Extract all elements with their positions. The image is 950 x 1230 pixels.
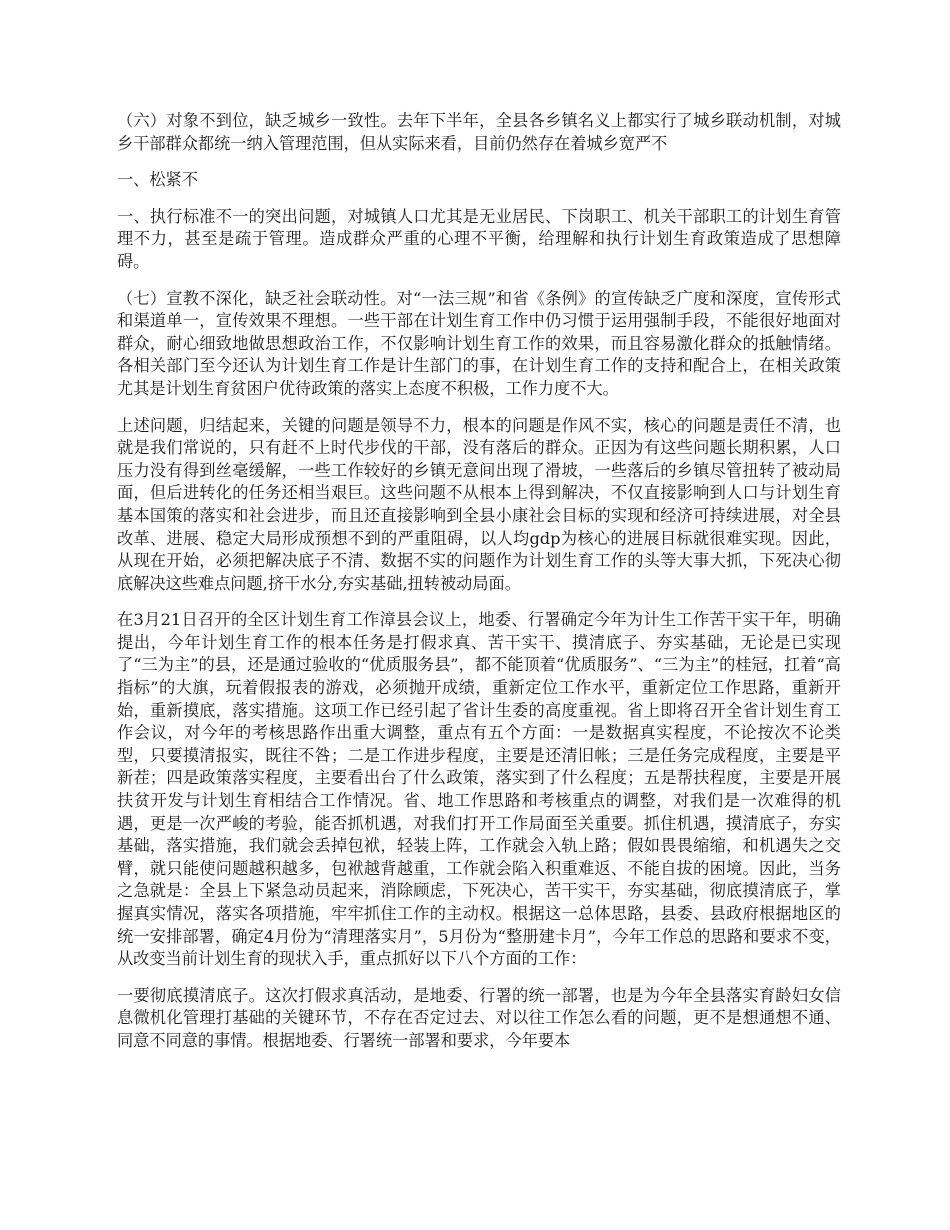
paragraph-section-seven: （七）宣教不深化，缺乏社会联动性。对“一法三规”和省《条例》的宣传缺乏广度和深度，宣传形式和渠道单一，宣传效果不理想。一些干部在计划生育工作中仍习惯于运用强制手段，不能很好地面对群众，耐心细致地做思想政治工作，不仅影响计划生育工作的效果，而且容易激化群众的抵触情绪。各相关部门至今还认为计划生育工作是计生部门的事，在计划生育工作的支持和配合上，在相关政策尤其是计划生育贫困户优待政策的落实上态度不积极，工作力度不大。 [117, 288, 841, 398]
paragraph-task-one: 一要彻底摸清底子。这次打假求真活动，是地委、行署的统一部署，也是为今年全县落实育龄妇女信息微机化管理打基础的关键环节，不存在否定过去、对以往工作怎么看的问题，更不是想通想不通、同意不同意的事情。根据地委、行署统一部署和要求，今年要本 [117, 985, 841, 1050]
paragraph-section-six: （六）对象不到位，缺乏城乡一致性。去年下半年，全县各乡镇名义上都实行了城乡联动机制，对城乡干部群众都统一纳入管理范围，但从实际来看，目前仍然存在着城乡宽严不 [117, 111, 841, 153]
paragraph-problem-summary: 上述问题，归结起来，关键的问题是领导不力，根本的问题是作风不实，核心的问题是责任不清，也就是我们常说的，只有赶不上时代步伐的干部，没有落后的群众。正因为有这些问题长期积累，人口压力没有得到丝毫缓解，一些工作较好的乡镇无意间出现了滑坡，一些落后的乡镇尽管扭转了被动局面，但后进转化的任务还相当艰巨。这些问题不从根本上得到解决，不仅直接影响到人口与计划生育基本国策的落实和社会进步，而且还直接影响到全县小康社会目标的实现和经济可持续进展，对全县改革、进展、稳定大局形成预想不到的严重阻碍，以人均gdp为核心的进展目标就很难实现。因此，从现在开始，必须把解决底子不清、数据不实的问题作为计划生育工作的头等大事大抓，下死决心彻底解决这些难点问题,挤干水分,夯实基础,扭转被动局面。 [117, 415, 841, 593]
paragraph-meeting: 在3月21日召开的全区计划生育工作漳县会议上，地委、行署确定今年为计生工作苦干实干年，明确提出，今年计划生育工作的根本任务是打假求真、苦干实干、摸清底子、夯实基础，无论是已实现了“三为主”的县，还是通过验收的“优质服务县”，都不能顶着“优质服务”、“三为主”的桂冠，扛着“高指标”的大旗，玩着假报表的游戏，必须抛开成绩，重新定位工作水平，重新定位工作思路，重新开始，重新摸底，落实措施。这项工作已经引起了省计生委的高度重视。省上即将召开全省计划生育工作会议，对今年的考核思路作出重大调整，重点有五个方面：一是数据真实程度，不论按次不论类型，只要摸清报实，既往不咎；二是工作进步程度，主要是还清旧帐；三是任务完成程度，主要是平新茬；四是政策落实程度，主要看出台了什么政策，落实到了什么程度；五是帮扶程度，主要是开展扶贫开发与计划生育相结合工作情况。省、地工作思路和考核重点的调整，对我们是一次难得的机遇，更是一次严峻的考验，能否抓机遇，对我们打开工作局面至关重要。抓住机遇，摸清底子，夯实基础，落实措施，我们就会丢掉包袱，轻装上阵，工作就会入轨上路；假如畏畏缩缩，和机遇失之交臂，就只能使问题越积越多，包袱越背越重，工作就会陷入积重难返、不能自拔的困境。因此，当务之急就是：全县上下紧急动员起来，消除顾虑，下死决心，苦干实干，夯实基础，彻底摸清底子，掌握真实情况，落实各项措施，牢牢抓住工作的主动权。根据这一总体思路，县委、县政府根据地区的统一安排部署，确定4月份为“清理落实月”，5月份为“整册建卡月”，今年工作总的思路和要求不变，从改变当前计划生育的现状入手，重点抓好以下八个方面的工作： [117, 610, 841, 969]
paragraph-fragment: 一、松紧不 [117, 170, 198, 190]
paragraph-standards: 一、执行标准不一的突出问题，对城镇人口尤其是无业居民、下岗职工、机关干部职工的计划生育管理不力，甚至是疏于管理。造成群众严重的心理不平衡，给理解和执行计划生育政策造成了思想障碍。 [117, 206, 841, 271]
document-body [117, 110, 841, 1067]
